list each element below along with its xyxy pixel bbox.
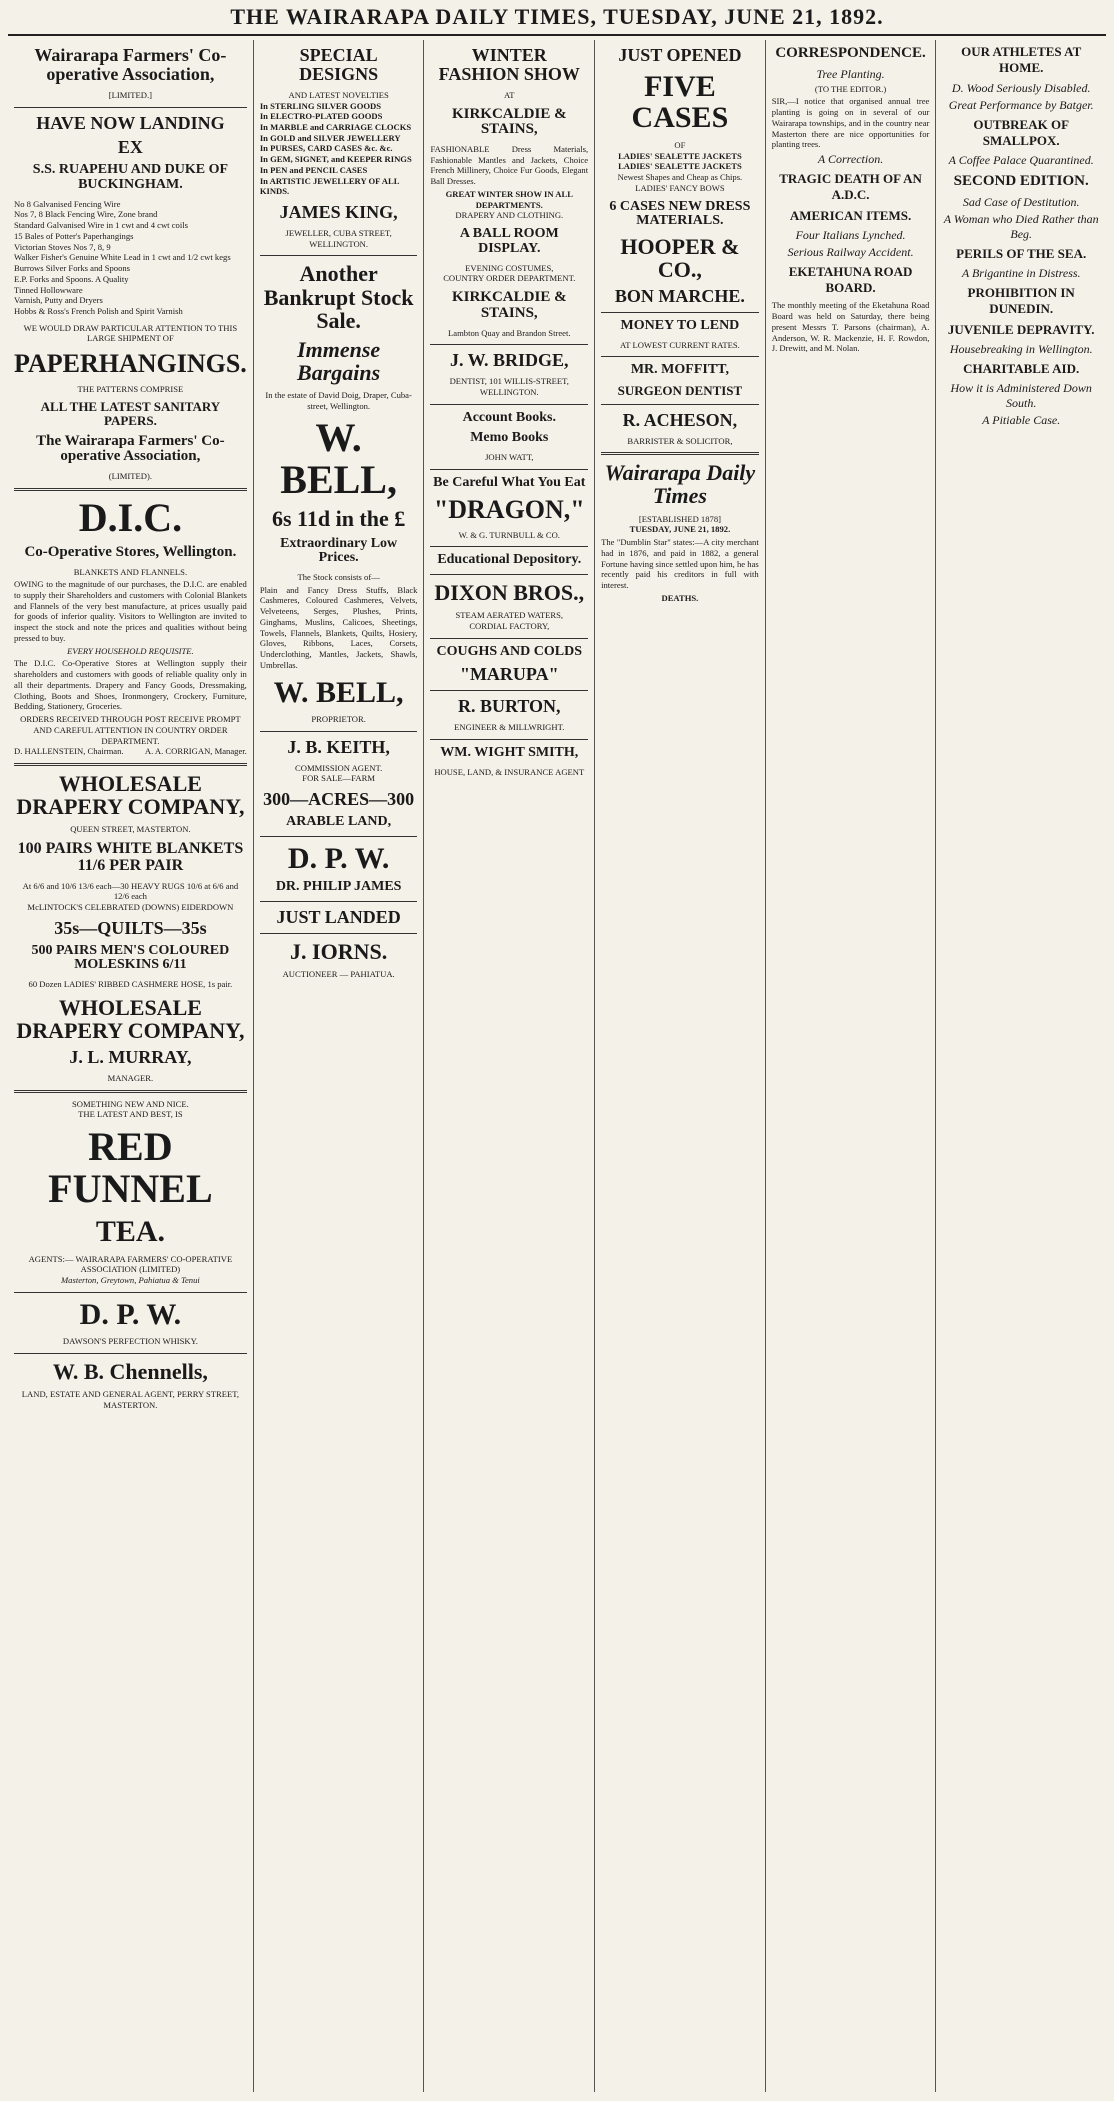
burton: R. BURTON, (457, 696, 561, 717)
deaths: DEATHS. (661, 592, 699, 603)
wdc2-heading: WHOLESALE DRAPERY COMPANY, (16, 994, 245, 1043)
wood: D. Wood Seriously Disabled. (951, 80, 1091, 95)
assoc-heading: Wairarapa Farmers' Co-operative Association, (34, 45, 227, 84)
juvenile: JUVENILE DEPRAVITY. (947, 321, 1095, 337)
manager: A. A. CORRIGAN, Manager. (144, 746, 247, 757)
newspaper-title: THE WAIRARAPA DAILY TIMES, TUESDAY, JUNE 21, 1892. (230, 4, 884, 29)
coughs: COUGHS AND COLDS (436, 643, 582, 659)
just-opened: JUST OPENED (618, 45, 742, 65)
correction: A Correction. (817, 152, 884, 167)
special-sub: AND LATEST NOVELTIES (288, 89, 389, 100)
barrister: BARRISTER & SOLICITOR, (627, 435, 733, 446)
of-label: OF (674, 139, 686, 150)
tree-planting: Tree Planting. (816, 66, 885, 81)
chairman: D. HALLENSTEIN, Chairman. (14, 746, 124, 757)
hose: 60 Dozen LADIES' RIBBED CASHMERE HOSE, 1s pair. (28, 978, 233, 989)
blankets-100: 100 PAIRS WHITE BLANKETS 11/6 PER PAIR (17, 839, 244, 874)
account-books: Account Books. (462, 409, 556, 425)
brigantine: A Brigantine in Distress. (961, 266, 1081, 280)
established: [ESTABLISHED 1878] (638, 513, 721, 524)
something-new: SOMETHING NEW AND NICE. (72, 1098, 189, 1109)
extra-low: Extraordinary Low Prices. (280, 535, 398, 566)
assoc2-heading: The Wairarapa Farmers' Co-operative Association, (36, 432, 225, 465)
masthead (8, 0, 1106, 36)
athletes: OUR ATHLETES AT HOME. (961, 44, 1082, 76)
careful: Be Careful What You Eat (433, 474, 586, 490)
latest-best: THE LATEST AND BEST, IS (78, 1109, 183, 1120)
second-edition: SECOND EDITION. (953, 173, 1089, 189)
proprietor: PROPRIETOR. (311, 714, 366, 724)
limited-text: [LIMITED.] (108, 89, 152, 100)
lynched: Four Italians Lynched. (795, 227, 906, 242)
sad-case: Sad Case of Destitution. (962, 194, 1080, 209)
goods-list: No 8 Galvanised Fencing Wire Nos 7, 8 Black Fencing Wire, Zone brand Standard Galvanised Wire in 1 cwt and 4 cwt coils 15 Bales of Potter's Paperhangings Victorian Stoves Nos 7, 8, 9 Walker Fisher's Genuine White Lead in 1 cwt and 1/2 cwt kegs Burrows Silver Forks and Spoons E.P. Forks and Spoons. A Quality Tinned Hollowware Varnish, Putty and Dryers Hobbs & Ross's French Polish and Spirit Varnish (14, 198, 231, 317)
correspondence: CORRESPONDENCE. (775, 45, 926, 61)
bridge-sub: DENTIST, 101 WILLIS-STREET, WELLINGTON. (449, 376, 569, 397)
acres: 300—ACRES—300 (263, 789, 415, 810)
kirkcaldie2: KIRKCALDIE & STAINS, (451, 289, 567, 321)
special-heading: SPECIAL DESIGNS (299, 45, 379, 84)
eketahuna-text: The monthly meeting of the Eketahuna Road Board was held on Saturday, there being present Messrs T. Parsons (chairman), A. Anderson, W. R. Mackenzie, H. F. Rowdon, J. Drewitt, and M. Nolan. (771, 300, 930, 354)
turnbull: W. & G. TURNBULL & CO. (458, 529, 560, 540)
murray-manager: MANAGER. (107, 1072, 154, 1083)
wdc-heading: WHOLESALE DRAPERY COMPANY, (16, 771, 245, 820)
dic-text2: The D.I.C. Co-Operative Stores at Wellington supply their shareholders and customers with goods of reliable quality only in all their departments. Drapery and Fancy Goods, Dressmaking, Clothing, Boots and Shoes, Ironmongery, Crockery, Furniture, Bedding, Stationery, Groceries. (14, 658, 247, 712)
drapery: DRAPERY AND CLOTHING. (455, 210, 564, 221)
perils: PERILS OF THE SEA. (956, 245, 1087, 261)
to-editor: (TO THE EDITOR.) (814, 83, 887, 94)
kirk2-sub: Lambton Quay and Brandon Street. (448, 327, 571, 338)
just-landed: JUST LANDED (276, 906, 401, 927)
column-4 (595, 40, 766, 2092)
column-1 (8, 40, 254, 2092)
quilts: 35s—QUILTS—35s (54, 917, 207, 938)
patterns-text: THE PATTERNS COMPRISE (77, 383, 184, 394)
sanitary-heading: ALL THE LATEST SANITARY PAPERS. (40, 399, 221, 428)
moffitt: MR. MOFFITT, (630, 362, 729, 378)
price: 6s 11d in the £ (272, 506, 406, 532)
column-2 (254, 40, 425, 2092)
column-5 (766, 40, 937, 2092)
stock-text: Plain and Fancy Dress Stuffs, Black Cashmeres, Coloured Cashmeres, Velvets, Velveteens, Serges, Plushes, Prints, Ginghams, Muslins, Calicoes, Sheetings, Towels, Flannels, Blankets, Quilts, Hosiery, Gloves, Ribbons, Laces, Corsets, Underclothing, Mantles, Jackets, Shawls, Umbrellas. (259, 584, 418, 670)
charitable: CHARITABLE AID. (963, 360, 1080, 376)
five-cases: FIVE CASES (631, 69, 729, 135)
chennells-sub: LAND, ESTATE AND GENERAL AGENT, PERRY STREET, MASTERTON. (21, 1389, 240, 1410)
dic-sub: Co-Operative Stores, Wellington. (24, 543, 237, 560)
memo-books: Memo Books (470, 430, 549, 446)
bankrupt: Another Bankrupt Stock Sale. (263, 261, 414, 333)
bell-heading: W. BELL, (280, 415, 397, 503)
bridge: J. W. BRIDGE, (450, 350, 569, 371)
keith: J. B. KEITH, (287, 736, 390, 757)
sealette: LADIES' SEALETTE JACKETS LADIES' SEALETTE JACKETS (618, 150, 742, 172)
special-items: In STERLING SILVER GOODS In ELECTRO-PLATED GOODS In MARBLE and CARRIAGE CLOCKS In GOLD and SILVER JEWELLERY In PURSES, CARD CASES &c. &c. In GEM, SIGNET, and KEEPER RINGS In PEN and PENCIL CASES In ARTISTIC JEWELLERY OF ALL KINDS. (259, 100, 412, 197)
red-funnel: RED FUNNEL (48, 1124, 213, 1211)
bon-marche: BON MARCHE. (614, 286, 745, 307)
pitiable: A Pitiable Case. (982, 413, 1061, 427)
every-heading: EVERY HOUSEHOLD REQUISITE. (67, 645, 194, 656)
tea: TEA. (95, 1215, 165, 1248)
john-watt: JOHN WATT, (485, 451, 534, 462)
dixon-sub: STEAM AERATED WATERS, (455, 610, 564, 621)
newest: Newest Shapes and Cheap as Chips. (617, 172, 743, 183)
estate: In the estate of David Doig, Draper, Cuba-street, Wellington. (265, 389, 412, 411)
dic-heading: D.I.C. (78, 494, 183, 540)
paper-name: Wairarapa Daily Times (604, 460, 756, 509)
heavy-rugs: At 6/6 and 10/6 13/6 each—30 HEAVY RUGS 10/6 at 6/6 and 12/6 each (22, 880, 239, 902)
keith-sub: COMMISSION AGENT. (295, 762, 383, 773)
bell2-heading: W. BELL, (273, 675, 404, 709)
landing-heading: HAVE NOW LANDING (36, 112, 225, 133)
dpw2-heading: D. P. W. (287, 841, 390, 875)
philip-james: DR. PHILIP JAMES (275, 879, 402, 895)
iorns-sub: AUCTIONEER — PAHIATUA. (282, 968, 395, 979)
queen-street: QUEEN STREET, MASTERTON. (70, 824, 191, 835)
dpw-heading: D. P. W. (79, 1297, 182, 1331)
chennells: W. B. Chennells, (52, 1358, 208, 1384)
cordial: CORDIAL FACTORY, (469, 620, 550, 631)
educational: Educational Depository. (437, 552, 582, 568)
bargains: Immense Bargains (297, 336, 381, 385)
how-administered: How it is Administered Down South. (950, 381, 1092, 410)
winter-show: WINTER FASHION SHOW (438, 45, 580, 84)
ship-heading: S.S. RUAPEHU AND DUKE OF BUCKINGHAM. (32, 162, 229, 192)
orders-text: ORDERS RECEIVED THROUGH POST RECEIVE PROMPT AND CAREFUL ATTENTION IN COUNTRY ORDER DEPARTMENT. (20, 714, 241, 746)
railway: Serious Railway Accident. (787, 244, 914, 259)
stock-consists: The Stock consists of— (297, 571, 380, 582)
ex-label: EX (117, 137, 143, 158)
batger: Great Performance by Batger. (948, 97, 1094, 112)
iorns: J. IORNS. (290, 938, 388, 964)
columns (8, 40, 1106, 2092)
american: AMERICAN ITEMS. (789, 207, 912, 223)
dic-text: OWING to the magnitude of our purchases, the D.I.C. are enabled to supply their Shareholders and customers with Colonial Blankets and Flannels of the very best manufacture, at prices usually paid for goods of inferior quality. Visitors to Wellington are invited to inspect the stock and note the prices and qualities without being pressed to buy. (14, 579, 247, 643)
tea-locations: Masterton, Greytown, Pahiatua & Tenui (61, 1274, 200, 1285)
burton-sub: ENGINEER & MILLWRIGHT. (454, 722, 565, 733)
dragon: "DRAGON," (433, 495, 585, 525)
quarantine: A Coffee Palace Quarantined. (948, 153, 1094, 167)
moleskins: 500 PAIRS MEN'S COLOURED MOLESKINS 6/11 (31, 942, 230, 973)
farm-sale: FOR SALE—FARM (302, 773, 375, 784)
arable: ARABLE LAND, (286, 813, 392, 829)
letter: SIR,—I notice that organised annual tree planting is going on in several of our Wairarapa townships, and in the country near Masterton there are nice opportunities for planting trees. (771, 96, 930, 150)
tea-agents: AGENTS:— WAIRARAPA FARMERS' CO-OPERATIVE ASSOCIATION (LIMITED) (28, 1253, 233, 1275)
lowest: AT LOWEST CURRENT RATES. (619, 339, 740, 350)
at-label: AT (504, 89, 515, 100)
blankets-heading: BLANKETS AND FLANNELS. (73, 566, 188, 577)
hooper: HOOPER & CO., (620, 233, 740, 283)
column-6 (936, 40, 1106, 2092)
woman-died: A Woman who Died Rather than Beg. (943, 211, 1099, 241)
new-dress: 6 CASES NEW DRESS MATERIALS. (609, 198, 751, 229)
prohibition: PROHIBITION IN DUNEDIN. (967, 285, 1075, 317)
attention-text: WE WOULD DRAW PARTICULAR ATTENTION TO THIS LARGE SHIPMENT OF (23, 322, 238, 344)
issue-date: TUESDAY, JUNE 21, 1892. (629, 524, 731, 535)
marupa: "MARUPA" (459, 664, 559, 685)
money: MONEY TO LEND (620, 318, 740, 334)
eiderdown: McLINTOCK'S CELEBRATED (DOWNS) EIDERDOWN (27, 901, 234, 912)
fancy-bows: LADIES' FANCY BOWS (635, 182, 725, 193)
evening: EVENING COSTUMES, (465, 262, 554, 273)
kirk-sub: FASHIONABLE Dress Materials, Fashionable Mantles and Jackets, Choice French Millinery, Choice Fur Goods, Elegant Ball Dresses. (430, 144, 589, 187)
king-sub: JEWELLER, CUBA STREET, WELLINGTON. (285, 228, 392, 249)
country-order: COUNTRY ORDER DEPARTMENT. (443, 273, 576, 284)
dixon: DIXON BROS., (434, 580, 585, 606)
editorial: The "Dumblin Star" states:—A city merchant had in 1876, and paid in 1882, a general Fortune having since settled upon him, he has recently paid his creditors in full with interest. (601, 537, 759, 590)
great-show: GREAT WINTER SHOW IN ALL DEPARTMENTS. (445, 188, 573, 210)
limited2-text: (LIMITED). (108, 471, 152, 482)
smith-sub: HOUSE, LAND, & INSURANCE AGENT (434, 766, 585, 777)
column-3 (424, 40, 595, 2092)
housebreaking: Housebreaking in Wellington. (949, 341, 1093, 356)
james-king: JAMES KING, (279, 202, 398, 223)
ball-room: A BALL ROOM DISPLAY. (459, 226, 559, 256)
tragic: TRAGIC DEATH OF AN A.D.C. (779, 171, 922, 203)
eketahuna: EKETAHUNA ROAD BOARD. (788, 263, 913, 296)
paper-heading: PAPERHANGINGS. (14, 349, 247, 379)
acheson: R. ACHESON, (622, 409, 738, 430)
surgeon: SURGEON DENTIST (617, 383, 743, 399)
murray: J. L. MURRAY, (69, 1046, 192, 1067)
smallpox: OUTBREAK OF SMALLPOX. (973, 116, 1070, 148)
kirkcaldie: KIRKCALDIE & STAINS, (451, 105, 567, 138)
dpw-sub: DAWSON'S PERFECTION WHISKY. (62, 1336, 198, 1347)
wight-smith: WM. WIGHT SMITH, (440, 744, 579, 760)
